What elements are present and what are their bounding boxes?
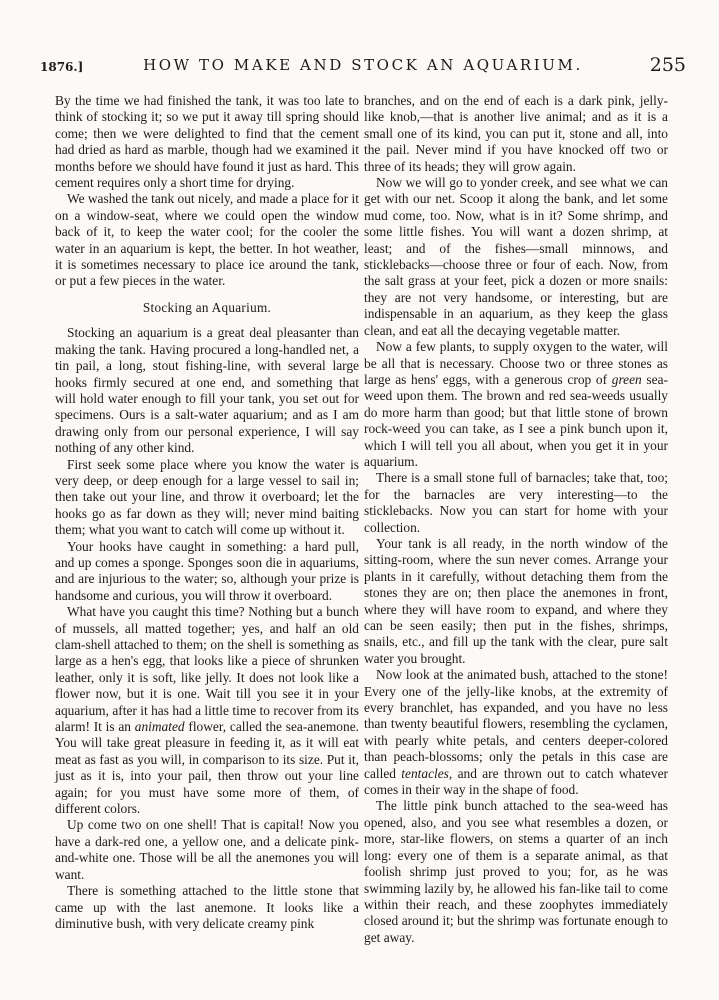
header-year: 1876.] xyxy=(40,60,84,74)
paragraph xyxy=(364,339,668,470)
text-run: flower, called the sea-anemone. You will take great pleasure in feeding it, as it will eat meat as fast as you will, in comparison to its size. Put it, just as it is, into your pail, then throw out your line again; for you must have some more of them, of different colors. xyxy=(55,719,359,817)
running-title: HOW TO MAKE AND STOCK AN AQUARIUM. xyxy=(143,56,583,74)
paragraph: branches, and on the end of each is a dark pink, jelly-like knob,—that is another live animal; and as it is a small one of its kind, you can put it, stone and all, into the pail. Never mind if you have knocked off two or three of its heads; they will grow again. xyxy=(364,93,668,174)
paragraph: Your tank is all ready, in the north window of the sitting-room, where the sun never comes. Arrange your plants in it carefully, without detaching them from the stones they are on; then place the anemones in front, where they will have room to expand, and where they can be seen easily; then put in the fishes, shrimps, snails, etc., and fill up the tank with the clear, pure salt water you brought. xyxy=(364,535,668,666)
emphasis: animated xyxy=(134,719,185,735)
text-run: Now look at the animated bush, attached to the stone! Every one of the jelly-like knobs, at the extremity of every branchlet, has expanded, and you have no less than twenty beautiful flowers, resembling the cyclamen, with pearly white petals, and centers deeper-colored than peach-blossoms; only the petals in this case are called xyxy=(364,667,668,781)
emphasis: tentacles, xyxy=(401,765,453,781)
paragraph: The little pink bunch attached to the sea-weed has opened, also, and you see what resembles a dozen, or more, star-like flowers, on stems a quarter of an inch long: every one of them is a separate animal, as that foolish shrimp just proved to you; for, as he was swimming lazily by, he allowed his fan-like tail to come within their reach, and these zoophytes immediately closed around it; but the shrimp was fortunate enough to get away. xyxy=(364,798,668,945)
left-column xyxy=(55,93,359,932)
emphasis: green xyxy=(611,371,642,387)
paragraph: There is a small stone full of barnacles; take that, too; for the barnacles are very interesting—to the sticklebacks. Now you can start for home with your collection. xyxy=(364,470,668,535)
right-column xyxy=(364,93,668,946)
text-run: and are thrown out to catch whatever comes in their way in the shape of food. xyxy=(364,765,668,798)
paragraph xyxy=(364,667,668,798)
paragraph: First seek some place where you know the water is very deep, or deep enough for a large vessel to sail in; then take out your line, and throw it overboard; let the hooks go as far down as they will; never mind baiting them; what you want to catch will come up without it. xyxy=(55,456,359,538)
paragraph: Your hooks have caught in something: a hard pull, and up comes a sponge. Sponges soon die in aquariums, and are injurious to the water; so, although your prize is handsome and curious, you will throw it overboard. xyxy=(55,538,359,603)
paragraph: There is something attached to the little stone that came up with the last anemone. It looks like a diminutive bush, with very delicate creamy pink xyxy=(55,883,359,931)
paragraph: Up come two on one shell! That is capital! Now you have a dark-red one, a yellow one, and a delicate pink-and-white one. Those will be all the anemones you will want. xyxy=(55,817,359,882)
paragraph: By the time we had finished the tank, it was too late to think of stocking it; so we put it away till spring should come; then we were delighted to find that the cement had dried as hard as marble, though had we examined it months before we should have found it just as hard. This cement requires only a short time for drying. xyxy=(55,93,359,191)
text-run: What have you caught this time? Nothing but a bunch of mussels, all matted together; yes, and half an old clam-shell attached to them; on the shell is something as large as a hen's egg, that looks like a piece of shrunken leather, only it is soft, like jelly. It does not look like a flower now, but it is one. Wait till you see it in your aquarium, after it has had a little time to recover from its alarm! It is an xyxy=(55,604,359,735)
text-run: Now a few plants, to supply oxygen to the water, will be all that is necessary. Choose two or three stones as large as hens' eggs, with a generous crop of xyxy=(364,339,668,387)
paragraph: We washed the tank out nicely, and made a place for it on a window-seat, where we could open the window back of it, to keep the water cool; for the cooler the water in an aquarium is kept, the better. In hot weather, it is sometimes necessary to place ice around the tank, or put a few pieces in the water. xyxy=(55,191,359,289)
running-header xyxy=(40,56,686,78)
page-number: 255 xyxy=(649,54,686,76)
section-heading: Stocking an Aquarium. xyxy=(142,299,272,315)
paragraph: Stocking an aquarium is a great deal pleasanter than making the tank. Having procured a long-handled net, a tin pail, a long, stout fishing-line, with several large hooks firmly secured at one end, and something that will hold water enough to fill your tank, you set out for specimens. Ours is a salt-water aquarium; and as I am drawing only from our personal experience, I will say nothing of any other kind. xyxy=(55,325,359,456)
paragraph xyxy=(55,604,359,817)
text-run: sea-weed upon them. The brown and red sea-weeds usually do more harm than good; but that little stone of brown rock-weed you can take, as I see a pink bunch upon it, which I will tell you all about, when you get it in your aquarium. xyxy=(364,371,668,469)
paragraph: Now we will go to yonder creek, and see what we can get with our net. Scoop it along the bank, and let some mud come, too. Now, what is in it? Some shrimp, and some little fishes. You will want a dozen shrimp, at least; and of the fishes—small minnows, and sticklebacks—choose three or four of each. Now, from the salt grass at your feet, pick a dozen or more snails: they are not very handsome, or interesting, but are indispensable in an aquarium, as they keep the glass clean, and eat all the decaying vegetable matter. xyxy=(364,175,668,338)
